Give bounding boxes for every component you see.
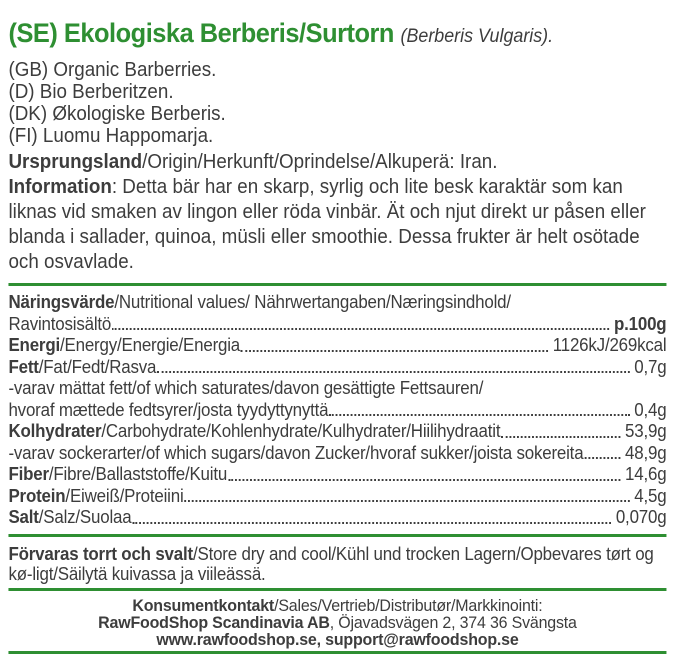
- row-label-rest: /Fibre/Ballaststoffe/Kuitu: [48, 464, 228, 484]
- nutrition-header-text: /Nutritional values/ Nährwertangaben/Næringsindhold/: [114, 292, 511, 312]
- contact-section: [8, 597, 666, 648]
- row-value: 14,6g: [625, 464, 667, 484]
- nutrition-row-per100g: [8, 314, 666, 336]
- row-value: 4,5g: [634, 485, 667, 506]
- row-label-bold: Fett: [8, 356, 39, 377]
- row-label-rest: /Carbohydrate/Kohlenhydrate/Kulhydrater/Hiilihydraatit: [101, 421, 501, 441]
- storage-text: /Store dry and cool/Kühl und trocken Lagern/Opbevares tørt og kø-ligt/Säilytä kuivassa ja viileässä.: [8, 543, 654, 584]
- dots-leader: [157, 371, 629, 373]
- translation-gb: (GB) Organic Barberries.: [8, 59, 217, 81]
- nutrition-row-saturates-line2: [8, 400, 666, 422]
- row-label-bold: Kolhydrater: [8, 421, 102, 441]
- dots-leader: [228, 479, 620, 481]
- latin-name: (Berberis Vulgaris).: [400, 26, 554, 47]
- company-address: [8, 614, 666, 631]
- row-label: [8, 486, 183, 508]
- translation-dk: (DK) Økologiske Berberis.: [8, 103, 226, 125]
- nutrition-header: [8, 292, 666, 314]
- nutrition-row-salt: [8, 507, 666, 529]
- origin-text: /Origin/Herkunft/Oprindelse/Alkuperä: Iran.: [142, 151, 498, 173]
- nutrition-row-energy: [8, 335, 666, 357]
- row-label-rest: /Eiweiß/Proteiini: [65, 485, 184, 506]
- row-label: -varav sockerarter/of which sugars/davon Zucker/hvoraf sukker/joista sokereita: [8, 442, 584, 463]
- nutrition-row-carbohydrate: [8, 421, 666, 443]
- information-paragraph: [8, 175, 666, 275]
- row-label-rest: -varav mättat fett/of which saturates/davon gesättigte Fettsauren/: [8, 378, 484, 398]
- row-label: hvoraf mættede fedtsyrer/josta tyydyttynyttä: [8, 399, 329, 420]
- row-value: p.100g: [613, 313, 667, 334]
- website-email: www.rawfoodshop.se, support@rawfoodshop.se: [156, 629, 519, 649]
- nutrition-row-fat: [8, 357, 666, 379]
- dots-leader: [501, 436, 620, 438]
- product-title: (SE) Ekologiska Berberis/Surtorn: [8, 18, 394, 48]
- divider-line-1: [8, 283, 666, 286]
- dots-leader: [241, 350, 548, 352]
- information-text: : Detta bär har en skarp, syrlig och lite besk karaktär som kan liknas vid smaken av lingon eller röda vinbär. Ät och njut direkt ur påsen eller blanda i sallader, quinoa, müsli eller smoothie. Dessa frukter är helt osötade och osvavlade.: [8, 176, 646, 273]
- title-row: [8, 0, 666, 53]
- dots-leader: [112, 328, 609, 330]
- divider-line-3: [8, 588, 666, 591]
- nutrition-table: [8, 292, 666, 529]
- contact-heading-text: /Sales/Vertrieb/Distributør/Markkinointi:: [274, 595, 543, 615]
- row-label: [8, 335, 240, 357]
- row-value: 53,9g: [625, 421, 667, 441]
- divider-line-2: [8, 534, 666, 537]
- information-label: Information: [8, 176, 112, 198]
- nutrition-header-label: Näringsvärde: [8, 292, 115, 312]
- row-label-bold: Protein: [8, 485, 66, 506]
- row-label: [8, 421, 500, 443]
- row-label-bold: Fiber: [8, 464, 49, 484]
- translation-d: (D) Bio Berberitzen.: [8, 81, 174, 103]
- row-label-bold: Energi: [8, 335, 60, 355]
- row-label-rest: /Fat/Fedt/Rasva: [38, 356, 157, 377]
- row-value: 0,070g: [615, 507, 667, 527]
- origin-label: Ursprungsland: [8, 151, 143, 173]
- row-label: [8, 357, 156, 379]
- translation-fi: (FI) Luomu Happomarja.: [8, 125, 214, 147]
- storage-instructions: [8, 544, 666, 584]
- divider-line-4: [8, 651, 666, 654]
- row-value: 0,4g: [634, 399, 667, 420]
- row-label-rest: /Salz/Suolaa: [38, 507, 132, 527]
- origin-line: [8, 150, 666, 175]
- row-label-bold: Salt: [8, 507, 39, 527]
- nutrition-row-fibre: [8, 464, 666, 486]
- company-name: RawFoodShop Scandinavia AB: [98, 612, 330, 632]
- dots-leader: [584, 457, 620, 459]
- company-address-text: , Öjavadsvägen 2, 374 36 Svängsta: [329, 612, 577, 632]
- translations-block: [8, 59, 666, 147]
- dots-leader: [329, 414, 629, 416]
- nutrition-row-saturates-line1: [8, 378, 666, 400]
- dots-leader: [184, 500, 629, 502]
- storage-label: Förvaras torrt och svalt: [8, 543, 193, 564]
- nutrition-row-protein: [8, 486, 666, 508]
- row-label: [8, 464, 227, 486]
- contact-heading-label: Konsumentkontakt: [132, 595, 275, 615]
- row-value: 1126kJ/269kcal: [552, 335, 667, 355]
- row-value: 0,7g: [634, 356, 667, 377]
- row-label-rest: /Energy/Energie/Energia: [59, 335, 241, 355]
- row-value: 48,9g: [625, 442, 667, 463]
- row-label: [8, 507, 131, 529]
- nutrition-row-sugars: [8, 443, 666, 465]
- contact-heading: [8, 597, 666, 614]
- dots-leader: [132, 522, 611, 524]
- row-label: Ravintosisältö: [8, 313, 112, 334]
